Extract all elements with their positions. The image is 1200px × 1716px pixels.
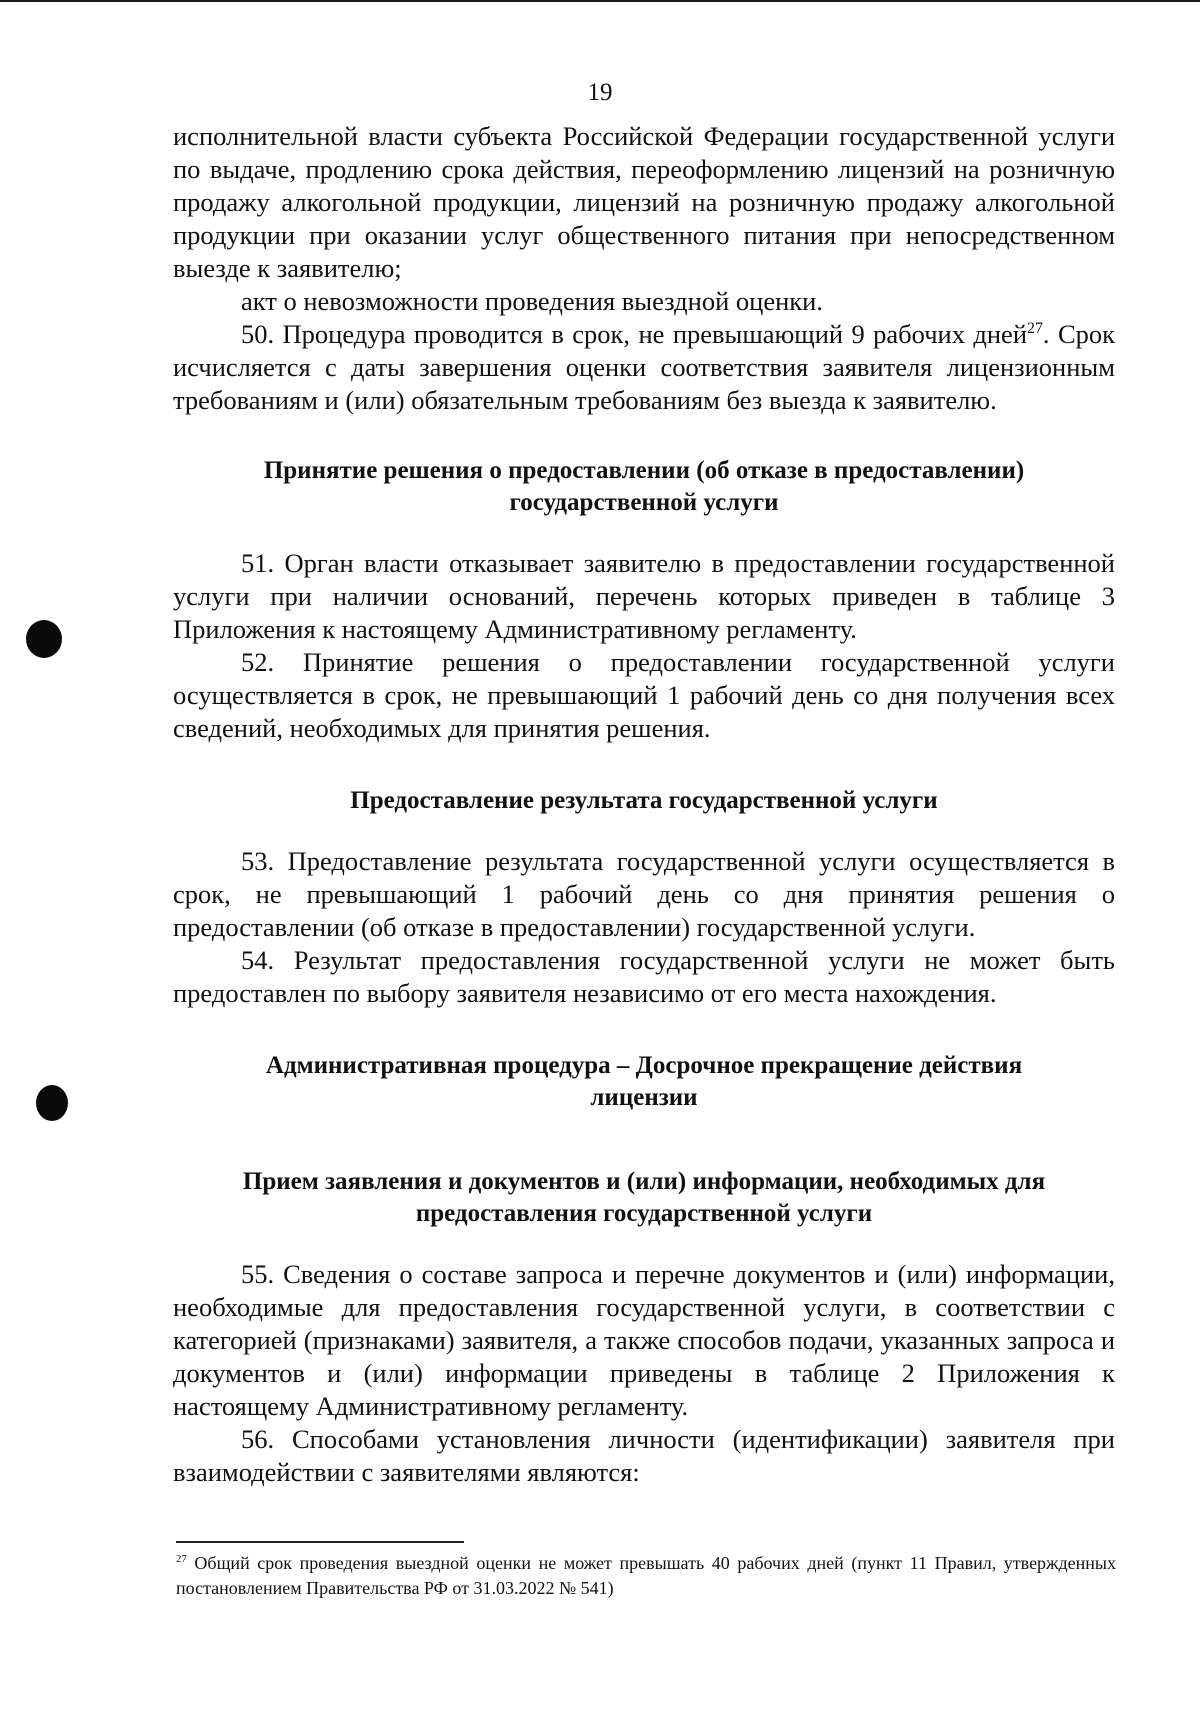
footnote-reference-27: 27 (1027, 320, 1043, 338)
section-heading-result (173, 785, 1115, 817)
footnote-27 (176, 1551, 1116, 1601)
paragraph-55: 55. Сведения о составе запроса и перечне документов и (или) информации, необходимые для предоставления государственной услуги, в соответствии с категорией (признаками) заявителя, а также способов подачи, указанных запроса и документов и (или) информации приведены в таблице 2 Приложения к настоящему Административному регламенту. (173, 1259, 1115, 1421)
heading-line: государственной услуги (509, 489, 779, 516)
paragraph-intro-continuation: исполнительной власти субъекта Российской Федерации государственной услуги по выдаче, продлению срока действия, переоформлению лицензий на розничную продажу алкогольной продукции, лицензий на розничную продажу алкогольной продукции при оказании услуг общественного питания при непосредственном выезде к заявителю; (173, 121, 1115, 283)
document-body (173, 120, 1115, 1489)
footnote-separator (176, 1541, 464, 1543)
paragraph-56: 56. Способами установления личности (идентификации) заявителя при взаимодействии с заявителями являются: (173, 1424, 1115, 1487)
paragraph-50-rest: . Срок исчисляется с даты завершения оценки соответствия заявителя лицензионным требованиям и (или) обязательным требованиям без выезда к заявителю. (173, 319, 1115, 415)
heading-line: Принятие решения о предоставлении (об отказе в предоставлении) (263, 457, 1025, 484)
footnote-text: Общий срок проведения выездной оценки не может превышать 40 рабочих дней (пункт 11 Правил, утвержденных постановлением Правительства РФ от 31.03.2022 № 541) (176, 1553, 1116, 1598)
paragraph-50 (173, 318, 1115, 417)
paragraph-53: 53. Предоставление результата государственной услуги осуществляется в срок, не превышающий 1 рабочий день со дня принятия решения о предоставлении (об отказе в предоставлении) государственной услуги. (173, 846, 1115, 942)
section-heading-application-intake (173, 1166, 1115, 1230)
paragraph-act: акт о невозможности проведения выездной оценки. (241, 286, 823, 316)
paragraph-50-text: 50. Процедура проводится в срок, не превышающий 9 рабочих дней (241, 319, 1028, 349)
page-number: 19 (587, 79, 613, 106)
heading-line: лицензии (590, 1084, 698, 1111)
section-heading-early-termination (173, 1050, 1115, 1114)
paragraph-54: 54. Результат предоставления государственной услуги не может быть предоставлен по выбору заявителя независимо от его места нахождения. (173, 945, 1115, 1008)
punch-hole-mark (36, 1085, 68, 1121)
page-top-edge-line (0, 0, 1200, 2)
punch-hole-mark (26, 620, 62, 658)
paragraph-52: 52. Принятие решения о предоставлении государственной услуги осуществляется в срок, не превышающий 1 рабочий день со дня получения всех сведений, необходимых для принятия решения. (173, 647, 1115, 743)
section-heading-decision (173, 455, 1115, 519)
heading-line: Предоставление результата государственной услуги (350, 787, 938, 814)
footnote-marker: 27 (176, 1553, 187, 1565)
heading-line: Административная процедура – Досрочное прекращение действия (265, 1052, 1023, 1079)
paragraph-51: 51. Орган власти отказывает заявителю в предоставлении государственной услуги при наличии оснований, перечень которых приведен в таблице 3 Приложения к настоящему Административному регламенту. (173, 548, 1115, 644)
heading-line: предоставления государственной услуги (415, 1200, 873, 1227)
heading-line: Прием заявления и документов и (или) информации, необходимых для (242, 1168, 1046, 1195)
